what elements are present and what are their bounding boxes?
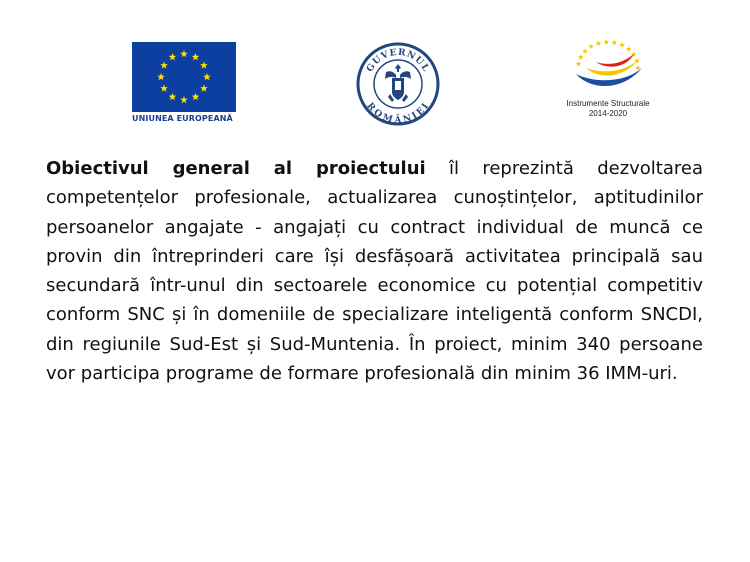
structural-star (612, 40, 618, 45)
structural-star (626, 46, 632, 51)
eu-star (200, 85, 208, 92)
eu-star (180, 50, 188, 57)
seal-bottom-text: ROMÂNIEI (364, 101, 432, 126)
structural-star (603, 39, 609, 44)
structural-caption-title: Instrumente Structurale (566, 99, 650, 108)
eu-star (160, 62, 168, 69)
government-seal-icon (356, 42, 440, 126)
seal-top-text: GUVERNUL (365, 47, 431, 74)
structural-instruments-logo (548, 38, 668, 124)
structural-star (635, 65, 641, 70)
eu-logo (132, 42, 238, 126)
objective-body: îl reprezintă dezvoltarea competențelor profesionale, actualizarea cunoștințelor, aptitudinilor persoanelor angajate - angajați cu contract individual de muncă ce provin din întreprinderi care își desfășoară activitatea principală sau secundară într-unul din sectoarele economice cu potențial competitiv conform SNC și în domeniile de specializare inteligentă conform SNCDI, din regiunile Sud-Est și Sud-Muntenia. În proiect, minim 340 persoane vor participa programe de formare profesională din minim 36 IMM-uri. (46, 158, 704, 385)
structural-instruments-emblem-icon (566, 38, 650, 98)
eu-star (160, 85, 168, 92)
eu-star (200, 62, 208, 69)
eu-star (192, 53, 200, 60)
eu-star (192, 93, 200, 100)
structural-star (582, 48, 588, 53)
eu-star (157, 73, 165, 80)
structural-star (588, 44, 594, 49)
eu-stars (132, 42, 236, 112)
eu-flag-icon (132, 42, 236, 112)
structural-star (595, 40, 601, 45)
logo-row (0, 0, 750, 140)
eu-caption: UNIUNEA EUROPEANĂ (132, 114, 233, 123)
eu-star (203, 73, 211, 80)
project-objective-paragraph (46, 154, 703, 388)
objective-lead: Obiectivul general al proiectului (46, 158, 426, 179)
eu-star (180, 96, 188, 103)
structural-star (578, 54, 584, 59)
structural-caption-years: 2014-2020 (588, 109, 628, 118)
structural-star (576, 61, 582, 66)
eu-star (169, 93, 177, 100)
eu-star (169, 53, 177, 60)
structural-star (619, 42, 625, 47)
structural-instruments-caption (548, 99, 668, 119)
